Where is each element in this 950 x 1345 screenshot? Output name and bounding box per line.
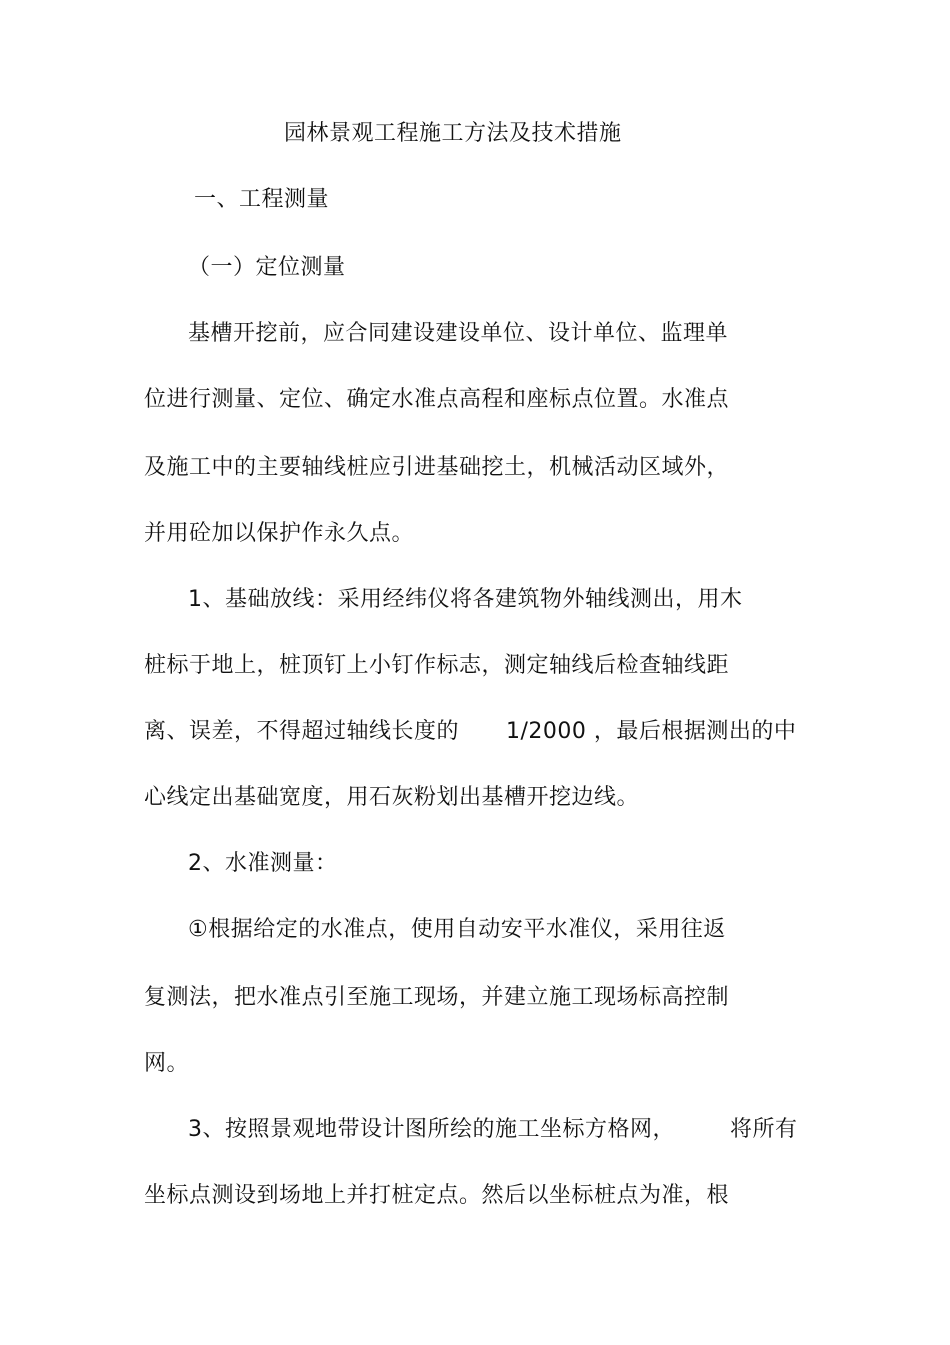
paragraph-line: 桩标于地上，桩顶钉上小钉作标志，测定轴线后检查轴线距	[144, 653, 730, 678]
subsection-heading: （一）定位测量	[188, 255, 346, 280]
paragraph-line: 网。	[144, 1051, 190, 1076]
paragraph-line: 坐标点测设到场地上并打桩定点。然后以坐标桩点为准，根	[144, 1183, 730, 1208]
paragraph-line: 心线定出基础宽度，用石灰粉划出基槽开挖边线。	[144, 785, 640, 810]
section-heading: 一、工程测量	[194, 187, 330, 212]
paragraph-line: 1、基础放线：采用经纬仪将各建筑物外轴线测出，用木	[188, 587, 743, 612]
document-title: 园林景观工程施工方法及技术措施	[284, 121, 622, 146]
paragraph-line: 3、按照景观地带设计图所绘的施工坐标方格网，	[188, 1117, 675, 1142]
paragraph-line: 复测法，把水准点引至施工现场，并建立施工现场标高控制	[144, 985, 730, 1010]
paragraph-line: 位进行测量、定位、确定水准点高程和座标点位置。水准点	[144, 387, 730, 412]
paragraph-line: 并用砼加以保护作永久点。	[144, 521, 415, 546]
item-heading: 2、水准测量：	[188, 851, 338, 876]
paragraph-line: 基槽开挖前，应合同建设建设单位、设计单位、监理单	[188, 321, 729, 346]
paragraph-line: ①根据给定的水准点，使用自动安平水准仪，采用往返	[188, 917, 726, 942]
paragraph-line: 将所有	[730, 1117, 798, 1142]
paragraph-line: 离、误差，不得超过轴线长度的	[144, 719, 460, 744]
paragraph-line: 1/2000 ，最后根据测出的中	[506, 719, 797, 744]
paragraph-line: 及施工中的主要轴线桩应引进基础挖土，机械活动区域外，	[144, 455, 730, 480]
